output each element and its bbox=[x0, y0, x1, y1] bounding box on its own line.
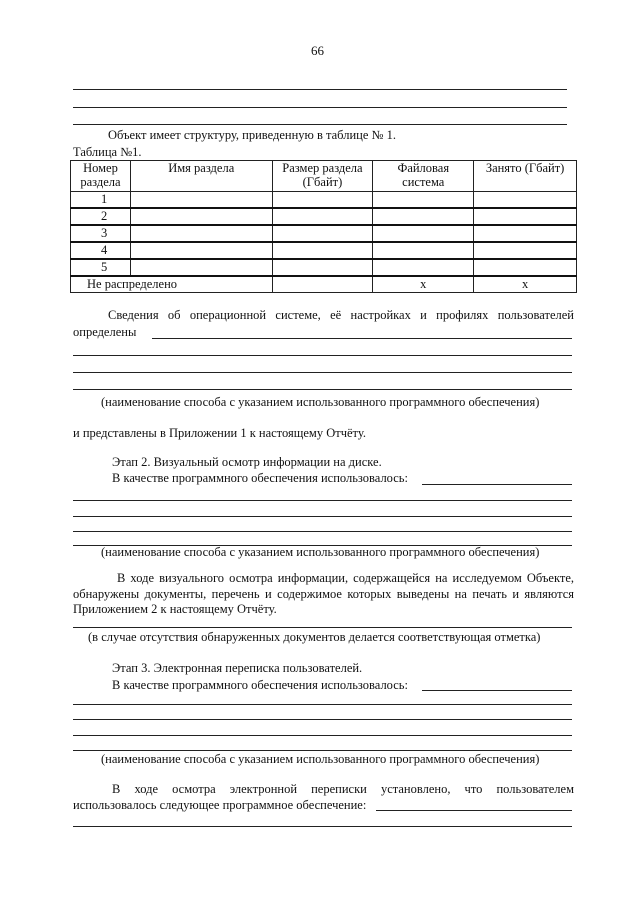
blank-line bbox=[73, 89, 567, 90]
header-used-space: Занято (Гбайт) bbox=[474, 161, 577, 192]
software-used-label: В качестве программного обеспечения использовалось: bbox=[112, 678, 408, 692]
stage2-title: Этап 2. Визуальный осмотр информации на диске. bbox=[112, 455, 382, 469]
header-partition-size: Размер раздела (Гбайт) bbox=[272, 161, 373, 192]
table-row bbox=[71, 259, 577, 276]
partition-number-cell: 2 bbox=[71, 208, 131, 225]
software-used-label: В качестве программного обеспечения использовалось: bbox=[112, 471, 408, 485]
header-file-system: Файловая система bbox=[373, 161, 474, 192]
unallocated-label: Не распределено bbox=[71, 276, 273, 293]
header-partition-number: Номер раздела bbox=[71, 161, 131, 192]
partition-number-cell: 4 bbox=[71, 242, 131, 259]
blank-line bbox=[422, 484, 572, 485]
os-info-text-end: определены bbox=[73, 325, 137, 339]
email-inspection-text: В ходе осмотра электронной переписки установлено, что пользователем bbox=[112, 782, 574, 796]
blank-line bbox=[73, 826, 572, 827]
blank-line bbox=[73, 531, 572, 532]
table-header-row bbox=[71, 161, 577, 192]
no-documents-caption: (в случае отсутствия обнаруженных документов делается соответствующая отметка) bbox=[88, 630, 541, 644]
table-row bbox=[71, 192, 577, 209]
method-caption: (наименование способа с указанием использованного программного обеспечения) bbox=[101, 395, 540, 409]
blank-line bbox=[73, 124, 567, 125]
method-caption: (наименование способа с указанием использованного программного обеспечения) bbox=[101, 752, 540, 766]
os-info-text: Сведения об операционной системе, её настройках и профилях пользователей bbox=[108, 308, 574, 322]
table-row bbox=[71, 208, 577, 225]
blank-line bbox=[152, 338, 572, 339]
blank-line bbox=[73, 355, 572, 356]
stage3-title: Этап 3. Электронная переписка пользователей. bbox=[112, 661, 363, 675]
partition-number-cell: 3 bbox=[71, 225, 131, 242]
partition-number-cell: 5 bbox=[71, 259, 131, 276]
blank-line bbox=[73, 735, 572, 736]
page-number: 66 bbox=[311, 43, 324, 58]
intro-text: Объект имеет структуру, приведенную в таблице № 1. bbox=[108, 128, 396, 142]
table-row-unallocated bbox=[71, 276, 577, 293]
method-caption: (наименование способа с указанием использованного программного обеспечения) bbox=[101, 545, 540, 559]
table-row bbox=[71, 225, 577, 242]
visual-inspection-text: В ходе визуального осмотра информации, содержащейся на исследуемом Объекте, обнаружены документы, перечень и содержимое которых выведены на печать и являются bbox=[73, 571, 574, 601]
blank-line bbox=[376, 810, 572, 811]
email-inspection-text-end: использовалось следующее программное обеспечение: bbox=[73, 798, 367, 812]
blank-line bbox=[73, 107, 567, 108]
table-caption: Таблица №1. bbox=[73, 145, 142, 159]
blank-line bbox=[73, 372, 572, 373]
blank-line bbox=[73, 516, 572, 517]
appendix1-text: и представлены в Приложении 1 к настоящему Отчёту. bbox=[73, 426, 366, 440]
blank-line bbox=[73, 750, 572, 751]
unallocated-fs-cell: x bbox=[373, 276, 474, 293]
partitions-table bbox=[70, 160, 577, 293]
blank-line bbox=[73, 719, 572, 720]
blank-line bbox=[73, 500, 572, 501]
blank-line bbox=[73, 704, 572, 705]
blank-line bbox=[422, 690, 572, 691]
header-partition-name: Имя раздела bbox=[130, 161, 272, 192]
unallocated-used-cell: x bbox=[474, 276, 577, 293]
visual-inspection-end: Приложением 2 к настоящему Отчёту. bbox=[73, 602, 277, 616]
blank-line bbox=[73, 389, 572, 390]
blank-line bbox=[73, 627, 572, 628]
table-row bbox=[71, 242, 577, 259]
partition-number-cell: 1 bbox=[71, 192, 131, 209]
